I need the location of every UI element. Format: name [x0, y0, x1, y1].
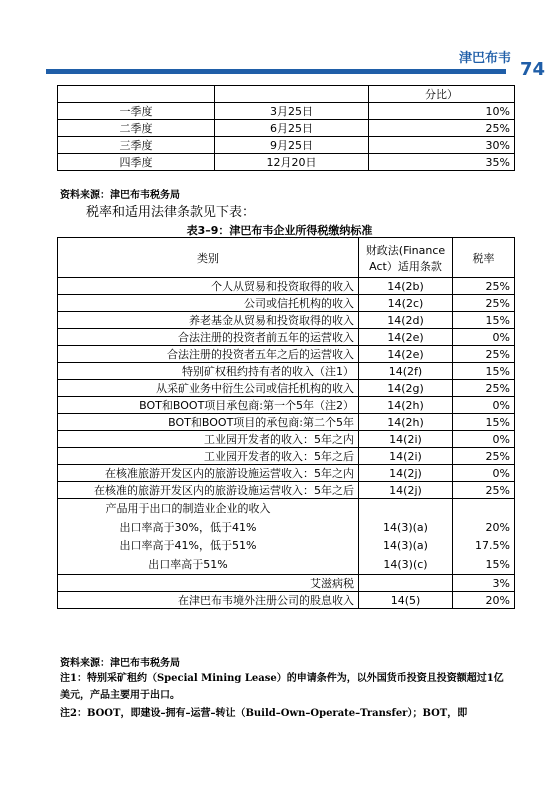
col-law: 财政法(Finance Act）适用条款 — [359, 238, 453, 278]
page-number: 74 — [519, 59, 545, 80]
table-row: 工业园开发者的收入：5年之后 14(2i) 25% — [58, 448, 515, 465]
table-body — [58, 278, 515, 609]
table-row: BOT和BOOT项目的承包商:第二个5年 14(2h) 15% — [58, 414, 515, 431]
table-row: 在核准的旅游开发区内的旅游设施运营收入：5年之后 14(2j) 25% — [58, 482, 515, 499]
table-row: 从采矿业务中衍生公司或信托机构的收入 14(2g) 25% — [58, 380, 515, 397]
header-title: 津巴布韦 — [458, 51, 511, 66]
table-row: 艾滋病税 3% — [58, 575, 515, 592]
table-row: 四季度 12月20日 35% — [58, 154, 515, 171]
col-category: 类别 — [58, 238, 359, 278]
tax-rate-table — [57, 237, 515, 609]
source-note: 资料来源：津巴布韦税务局 — [60, 190, 180, 201]
header-cell: 分比） — [369, 86, 515, 103]
table-row: 在核准旅游开发区内的旅游设施运营收入：5年之内 14(2j) 0% — [58, 465, 515, 482]
table-caption: 表3–9：津巴布韦企业所得税缴纳标准 — [186, 224, 373, 237]
table-row: 二季度 6月25日 25% — [58, 120, 515, 137]
table-row-export: 产品用于出口的制造业企业的收入 出口率高于30%，低于41% 出口率高于41%，低于51% 出口率高于51% 14(3)(a) 14(3)(a) 14(3)(c) 20% 17.5% 15% — [58, 499, 515, 575]
table-row: 工业园开发者的收入：5年之内 14(2i) 0% — [58, 431, 515, 448]
table-header-row — [58, 238, 515, 278]
col-rate: 税率 — [453, 238, 515, 278]
table-row: 特别矿权租约持有者的收入（注1） 14(2f) 15% — [58, 363, 515, 380]
table-row: 合法注册的投资者五年之后的运营收入 14(2e) 25% — [58, 346, 515, 363]
table-row: 公司或信托机构的收入 14(2c) 25% — [58, 295, 515, 312]
table-row: 个人从贸易和投资取得的收入 14(2b) 25% — [58, 278, 515, 295]
footnote-1: 注1：特别采矿租约（Special Mining Lease）的申请条件为，以外国货币投资且投资额超过1亿美元，产品主要用于出口。 — [60, 673, 504, 701]
table-row — [58, 86, 515, 103]
table-row: 三季度 9月25日 30% — [58, 137, 515, 154]
table-row: BOT和BOOT项目承包商:第一个5年（注2） 14(2h) 0% — [58, 397, 515, 414]
intro-text: 税率和适用法律条款见下表： — [86, 205, 256, 220]
footnote-2: 注2：BOOT，即建设–拥有–运营–转让（Build–Own–Operate–Transfer）；BOT，即 — [60, 708, 468, 719]
table-row: 在津巴布韦境外注册公司的股息收入 14(5) 20% — [58, 592, 515, 609]
header-rule — [46, 69, 506, 74]
table-row: 养老基金从贸易和投资取得的收入 14(2d) 15% — [58, 312, 515, 329]
payment-schedule-table — [57, 85, 515, 171]
source-note-2: 资料来源：津巴布韦税务局 — [60, 658, 180, 669]
table-row: 一季度 3月25日 10% — [58, 103, 515, 120]
table-row: 合法注册的投资者前五年的运营收入 14(2e) 0% — [58, 329, 515, 346]
